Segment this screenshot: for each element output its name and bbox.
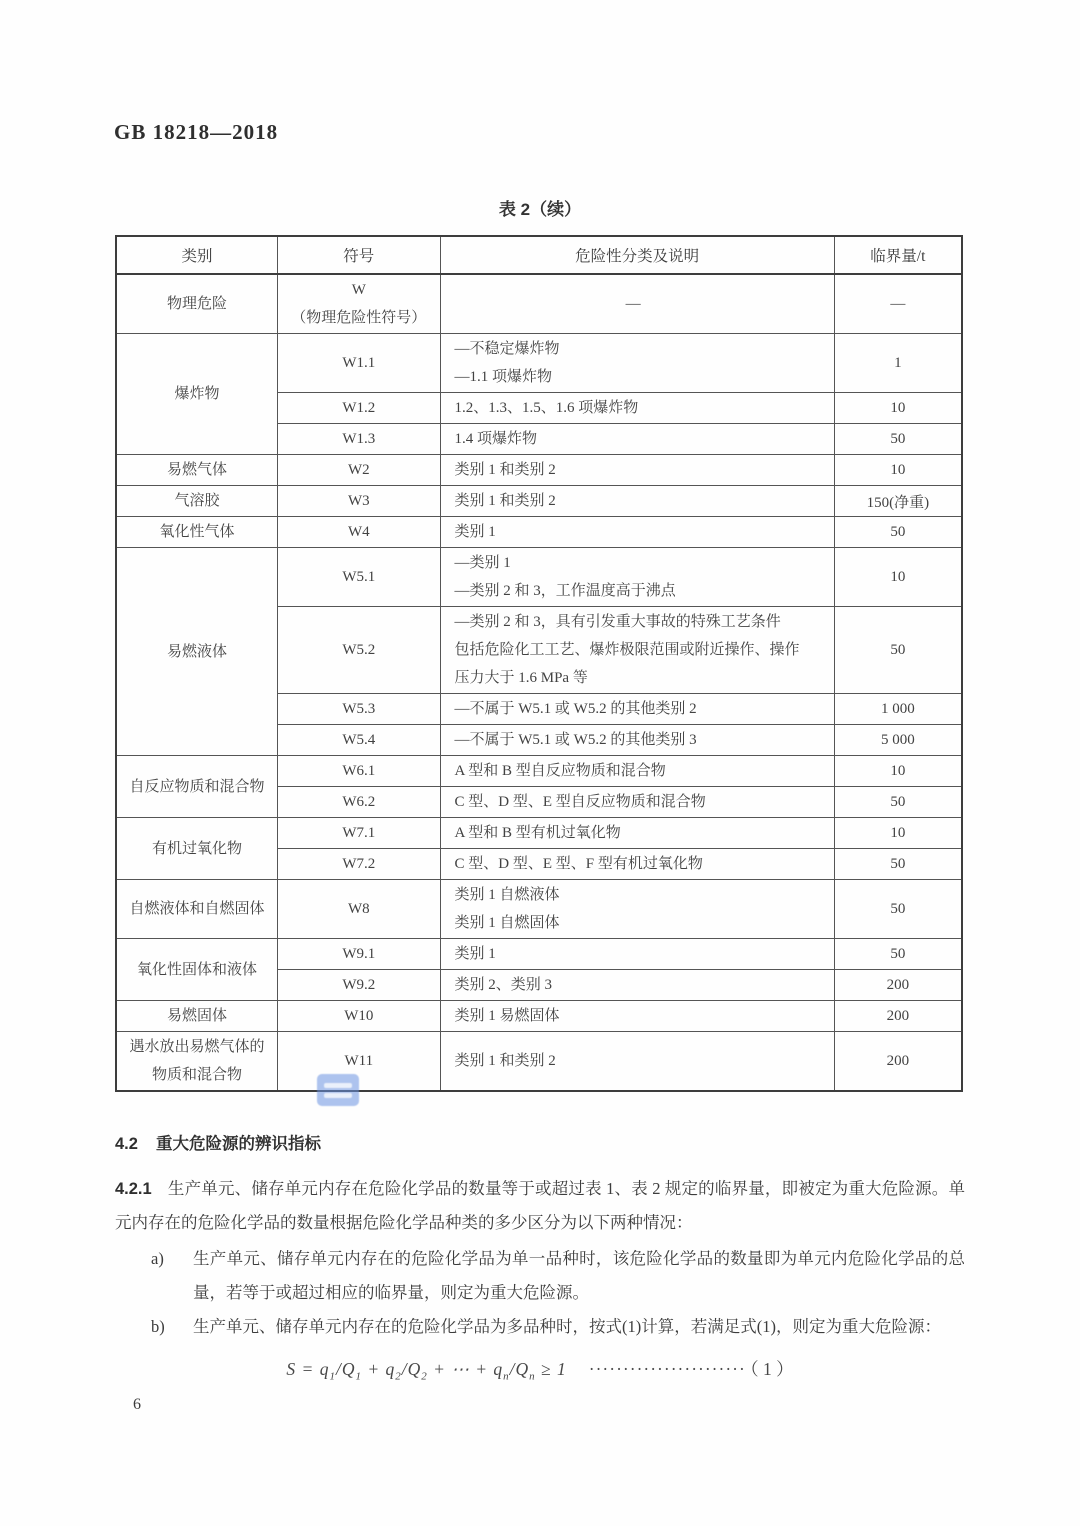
- table-row: [116, 274, 962, 334]
- list-item-b-text: 生产单元、储存单元内存在的危险化学品为多品种时，按式(1)计算，若满足式(1)，则定为重大危险源：: [193, 1317, 941, 1336]
- cell-line: 易燃气体: [167, 462, 228, 478]
- cell-line: W7.1: [342, 825, 376, 841]
- cell-line: 氧化性气体: [159, 524, 235, 540]
- cell-line: W9.2: [342, 977, 376, 993]
- cell-line: —1.1 项爆炸物: [454, 369, 553, 385]
- description-cell: [440, 548, 834, 607]
- list-item-a-label: a): [151, 1249, 164, 1268]
- category-cell: [116, 880, 278, 939]
- column-header: 符号: [278, 236, 440, 274]
- category-cell: [116, 548, 278, 756]
- symbol-cell: [278, 694, 440, 725]
- table-row: [116, 517, 962, 548]
- cell-line: A 型和 B 型自反应物质和混合物: [454, 763, 666, 779]
- category-cell: [116, 486, 278, 517]
- category-cell: [116, 1032, 278, 1092]
- cell-line: 类别 1 易燃固体: [454, 1008, 560, 1024]
- hazard-table-body: [116, 274, 962, 1091]
- cell-line: 类别 1 和类别 2: [454, 1053, 556, 1069]
- symbol-cell: [278, 849, 440, 880]
- description-cell: [440, 274, 834, 334]
- table-row: [116, 334, 962, 393]
- column-header: 临界量/t: [834, 236, 962, 274]
- cell-line: —: [625, 296, 641, 312]
- category-cell: [116, 334, 278, 455]
- threshold-cell: 10: [834, 818, 962, 849]
- cell-line: W6.1: [342, 763, 376, 779]
- cell-line: 类别 1 自燃液体: [454, 887, 560, 903]
- category-cell: [116, 274, 278, 334]
- watermark-mark: [324, 1083, 352, 1088]
- clause-number: 4.2.1: [115, 1180, 152, 1198]
- cell-line: W4: [347, 524, 370, 540]
- cell-line: 物质和混合物: [152, 1067, 243, 1083]
- threshold-cell: 50: [834, 517, 962, 548]
- clause-421: [115, 1172, 965, 1240]
- threshold-cell: 10: [834, 756, 962, 787]
- column-header: 危险性分类及说明: [440, 236, 834, 274]
- cell-line: A 型和 B 型有机过氧化物: [454, 825, 621, 841]
- symbol-cell: [278, 756, 440, 787]
- category-cell: [116, 1001, 278, 1032]
- cell-line: —不属于 W5.1 或 W5.2 的其他类别 2: [454, 701, 697, 717]
- cell-line: —类别 2 和 3，具有引发重大事故的特殊工艺条件: [454, 614, 781, 630]
- cell-line: W8: [347, 901, 370, 917]
- description-cell: [440, 756, 834, 787]
- list-item-b-label: b): [151, 1317, 165, 1336]
- symbol-cell: [278, 970, 440, 1001]
- cell-line: 1.2、1.3、1.5、1.6 项爆炸物: [454, 400, 639, 416]
- body-text-section: [115, 1132, 965, 1394]
- clause-text: 生产单元、储存单元内存在危险化学品的数量等于或超过表 1、表 2 规定的临界量，即被定为重大危险源。单元内存在的危险化学品的数量根据危险化学品种类的多少区分为以下两种情况：: [115, 1179, 965, 1232]
- description-cell: [440, 939, 834, 970]
- description-cell: [440, 880, 834, 939]
- description-cell: [440, 787, 834, 818]
- description-cell: [440, 455, 834, 486]
- category-cell: [116, 517, 278, 548]
- formula-leader-dots: ·······················: [588, 1359, 746, 1379]
- cell-line: W6.2: [342, 794, 376, 810]
- cell-line: W: [351, 282, 366, 298]
- table-row: [116, 756, 962, 787]
- cell-line: C 型、D 型、E 型自反应物质和混合物: [454, 794, 706, 810]
- cell-line: W7.2: [342, 856, 376, 872]
- symbol-cell: [278, 548, 440, 607]
- symbol-cell: [278, 1001, 440, 1032]
- formula-number: （ 1 ）: [749, 1359, 794, 1379]
- description-cell: [440, 818, 834, 849]
- cell-line: 爆炸物: [174, 386, 220, 402]
- cell-line: 类别 1 和类别 2: [454, 462, 556, 478]
- threshold-cell: 1: [834, 334, 962, 393]
- table-row: [116, 548, 962, 607]
- threshold-cell: 200: [834, 1001, 962, 1032]
- cell-line: 气溶胶: [174, 493, 220, 509]
- threshold-cell: 50: [834, 939, 962, 970]
- cell-line: —不稳定爆炸物: [454, 341, 560, 357]
- description-cell: [440, 694, 834, 725]
- doc-code: GB 18218—2018: [114, 120, 279, 144]
- cell-line: W3: [347, 493, 370, 509]
- table-row: [116, 818, 962, 849]
- formula-subscript: 2: [395, 1370, 402, 1383]
- table-row: [116, 1032, 962, 1092]
- cell-line: —类别 2 和 3，工作温度高于沸点: [454, 583, 676, 599]
- cell-line: W1.3: [342, 431, 376, 447]
- symbol-cell: [278, 607, 440, 694]
- threshold-cell: 10: [834, 548, 962, 607]
- threshold-cell: 1 000: [834, 694, 962, 725]
- cell-line: 1.4 项爆炸物: [454, 431, 538, 447]
- list-item-a-text: 生产单元、储存单元内存在的危险化学品为单一品种时，该危险化学品的数量即为单元内危险化学品的总量，若等于或超过相应的临界量，则定为重大危险源。: [193, 1249, 965, 1302]
- threshold-cell: 10: [834, 455, 962, 486]
- symbol-cell: [278, 455, 440, 486]
- table-row: [116, 880, 962, 939]
- cell-line: W1.2: [342, 400, 376, 416]
- cell-line: 易燃液体: [167, 643, 228, 660]
- watermark-mark: [324, 1093, 352, 1098]
- cell-line: 遇水放出易燃气体的: [129, 1039, 265, 1055]
- symbol-cell: [278, 787, 440, 818]
- cell-line: 自燃液体和自燃固体: [129, 901, 265, 917]
- symbol-cell: [278, 424, 440, 455]
- threshold-cell: 50: [834, 424, 962, 455]
- description-cell: [440, 486, 834, 517]
- threshold-cell: 50: [834, 787, 962, 818]
- formula-subscript: 1: [329, 1370, 336, 1383]
- column-header: 类别: [116, 236, 278, 274]
- formula-1: [115, 1352, 965, 1394]
- cell-line: 有机过氧化物: [152, 840, 243, 857]
- symbol-cell: [278, 334, 440, 393]
- watermark-logo: [317, 1074, 359, 1106]
- threshold-cell: 200: [834, 970, 962, 1001]
- cell-line: 氧化性固体和液体: [137, 961, 258, 978]
- cell-line: W5.2: [342, 642, 376, 658]
- cell-line: 易燃固体: [167, 1008, 228, 1024]
- table-row: [116, 939, 962, 970]
- section-heading-title: 重大危险源的辨识指标: [155, 1135, 321, 1153]
- threshold-cell: —: [834, 274, 962, 334]
- page-number: 6: [133, 1396, 141, 1413]
- cell-line: —类别 1: [454, 555, 511, 571]
- list-item-a: [115, 1242, 965, 1310]
- cell-line: 类别 2、类别 3: [454, 977, 553, 993]
- symbol-cell: [278, 517, 440, 548]
- cell-line: 自反应物质和混合物: [129, 778, 265, 795]
- category-cell: [116, 818, 278, 880]
- description-cell: [440, 517, 834, 548]
- header-row: [116, 236, 962, 274]
- list-item-b: [115, 1310, 965, 1344]
- cell-line: 类别 1: [454, 946, 496, 962]
- table-caption: 表 2（续）: [498, 200, 582, 219]
- cell-line: W1.1: [342, 355, 376, 371]
- table-row: [116, 455, 962, 486]
- section-heading: [115, 1132, 965, 1156]
- description-cell: [440, 393, 834, 424]
- symbol-cell: [278, 725, 440, 756]
- symbol-cell: [278, 486, 440, 517]
- threshold-cell: 50: [834, 880, 962, 939]
- symbol-cell: [278, 274, 440, 334]
- category-cell: [116, 756, 278, 818]
- cell-line: 物理危险: [167, 296, 228, 312]
- hazard-table-header: [116, 236, 962, 274]
- category-cell: [116, 455, 278, 486]
- cell-line: （物理危险性符号）: [291, 310, 427, 326]
- cell-line: 类别 1 自燃固体: [454, 915, 560, 931]
- threshold-cell: 5 000: [834, 725, 962, 756]
- threshold-cell: 50: [834, 607, 962, 694]
- threshold-cell: 10: [834, 393, 962, 424]
- threshold-cell: 150(净重): [834, 486, 962, 517]
- threshold-cell: 200: [834, 1032, 962, 1092]
- description-cell: [440, 334, 834, 393]
- cell-line: C 型、D 型、E 型、F 型有机过氧化物: [454, 856, 703, 872]
- cell-line: W5.4: [342, 732, 376, 748]
- description-cell: [440, 1032, 834, 1092]
- description-cell: [440, 607, 834, 694]
- formula-subscript: n: [503, 1370, 510, 1383]
- formula-subscript: n: [529, 1370, 536, 1383]
- hazard-table: [115, 235, 963, 1092]
- threshold-cell: 50: [834, 849, 962, 880]
- formula-subscript: 2: [421, 1370, 428, 1383]
- cell-line: W9.1: [342, 946, 376, 962]
- symbol-cell: [278, 880, 440, 939]
- cell-line: 类别 1: [454, 524, 496, 540]
- category-cell: [116, 939, 278, 1001]
- cell-line: —不属于 W5.1 或 W5.2 的其他类别 3: [454, 732, 697, 748]
- symbol-cell: [278, 939, 440, 970]
- description-cell: [440, 849, 834, 880]
- description-cell: [440, 424, 834, 455]
- table-row: [116, 486, 962, 517]
- section-heading-number: 4.2: [115, 1135, 138, 1153]
- symbol-cell: [278, 393, 440, 424]
- cell-line: W5.3: [342, 701, 376, 717]
- symbol-cell: [278, 818, 440, 849]
- cell-line: W11: [344, 1053, 374, 1069]
- cell-line: W2: [347, 462, 370, 478]
- table-row: [116, 1001, 962, 1032]
- cell-line: W10: [344, 1008, 374, 1024]
- formula-subscript: 1: [355, 1370, 362, 1383]
- description-cell: [440, 1001, 834, 1032]
- cell-line: 压力大于 1.6 MPa 等: [454, 670, 588, 686]
- description-cell: [440, 970, 834, 1001]
- cell-line: 类别 1 和类别 2: [454, 493, 556, 509]
- formula-expression: $S = q_1/Q_1 + q_2/Q_2$ + ⋯ + $q_n/Q_n \ge 1$: [286, 1359, 567, 1383]
- cell-line: 包括危险化工工艺、爆炸极限范围或附近操作、操作: [454, 642, 800, 658]
- description-cell: [440, 725, 834, 756]
- cell-line: W5.1: [342, 569, 376, 585]
